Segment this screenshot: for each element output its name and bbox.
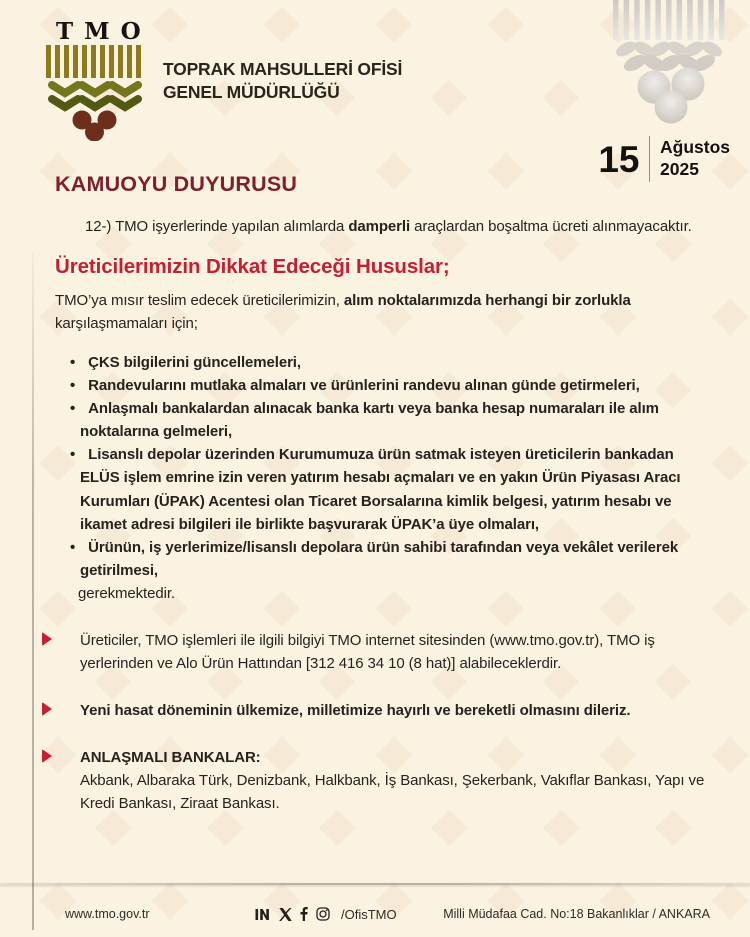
attention-intro: TMO’ya mısır teslim edecek üreticilerimizin, alım noktalarımızda herhangi bir zorlukla karşılaşmamaları için; [55,291,631,332]
tmo-logo [45,18,152,141]
red-arrow-icon [42,749,52,763]
org-name-line1: TOPRAK MAHSULLERİ OFİSİ [163,58,403,79]
date-month: Ağustos [660,137,730,158]
date-day: 15 [598,138,640,180]
banks-list: Akbank, Albaraka Türk, Denizbank, Halkbank, İş Bankası, Şekerbank, Vakıflar Bankası, Yapı ve Kredi Bankası, Ziraat Bankası. [80,772,705,813]
bullet-item: • Lisanslı depolar üzerinden Kurumumuza ürün satmak isteyen üreticilerin bankadan ELÜS işlem emrine izin veren yatırım hesabı açmaları ve en yakın Ürün Piyasası Aracı Kurumları (ÜPAK) Acentesi olan Ticaret Borsalarına kimlik belgesi, yatırım hesabı ve ikamet adresi bilgileri ile birlikte başvurarak ÜPAK’a üye olmaları, [55,443,705,535]
announcement-item-12: 12-) TMO işyerlerinde yapılan alımlarda damperli araçlardan boşaltma ücreti alınmayacaktır. [85,218,692,236]
bullet-item: • ÇKS bilgilerini güncellemeleri, [55,351,705,374]
note-info [55,629,705,675]
tmo-logo-acronym: TMO [56,18,152,45]
website-text: www.tmo.gov.tr [65,907,150,921]
social-handle: /OfisTMO [341,906,397,922]
announcement-body [55,168,705,816]
bullet-list [55,351,705,582]
note-info-text: Üreticiler, TMO işlemleri ile ilgili bilgiyi TMO internet sitesinden (www.tmo.gov.tr), TMO iş yerlerinden ve Alo Ürün Hattından [312 416 34 10 (8 hat)] alabileceklerdir. [80,631,655,673]
note-banks [55,746,705,815]
tmo-logo-mark-icon [46,43,142,141]
x-icon [279,908,292,921]
watermark-emblem-icon [613,0,725,124]
footer-divider [0,883,750,885]
facebook-icon [300,907,308,921]
bullet-item: • Randevularını mutlaka almaları ve ürünlerini randevu alınan günde getirmeleri, [55,374,705,397]
bullet-item: • Ürünün, iş yerlerimize/lisanslı depolara ürün sahibi tarafından veya vekâlet verilerek getirilmesi, [55,536,705,582]
org-name [163,58,402,104]
red-arrow-icon [42,702,52,716]
instagram-icon [316,907,330,921]
page-title: KAMUOYU DUYURUSU [55,172,298,196]
banks-heading: ANLAŞMALI BANKALAR: [80,749,261,767]
red-arrow-icon [42,632,52,646]
attention-heading: Üreticilerimizin Dikkat Edeceği Hususlar; [55,255,450,279]
org-name-line2: GENEL MÜDÜRLÜĞÜ [163,81,340,102]
note-wish [55,699,705,722]
date-year: 2025 [660,159,699,179]
nsosyal-icon [255,908,271,921]
address-text: Milli Müdafaa Cad. No:18 Bakanlıklar / ANKARA [443,907,710,921]
header [45,20,402,141]
social-icons-row [255,907,397,922]
note-wish-text: Yeni hasat döneminin ülkemize, milletimize hayırlı ve bereketli olmasını dileriz. [80,702,631,720]
closing-text: gerekmektedir. [78,584,175,602]
footer [0,898,750,930]
bullet-item: • Anlaşmalı bankalardan alınacak banka kartı veya banka hesap numaraları ile alım noktalarına gelmeleri, [55,397,705,443]
page-fold-line [32,252,34,930]
